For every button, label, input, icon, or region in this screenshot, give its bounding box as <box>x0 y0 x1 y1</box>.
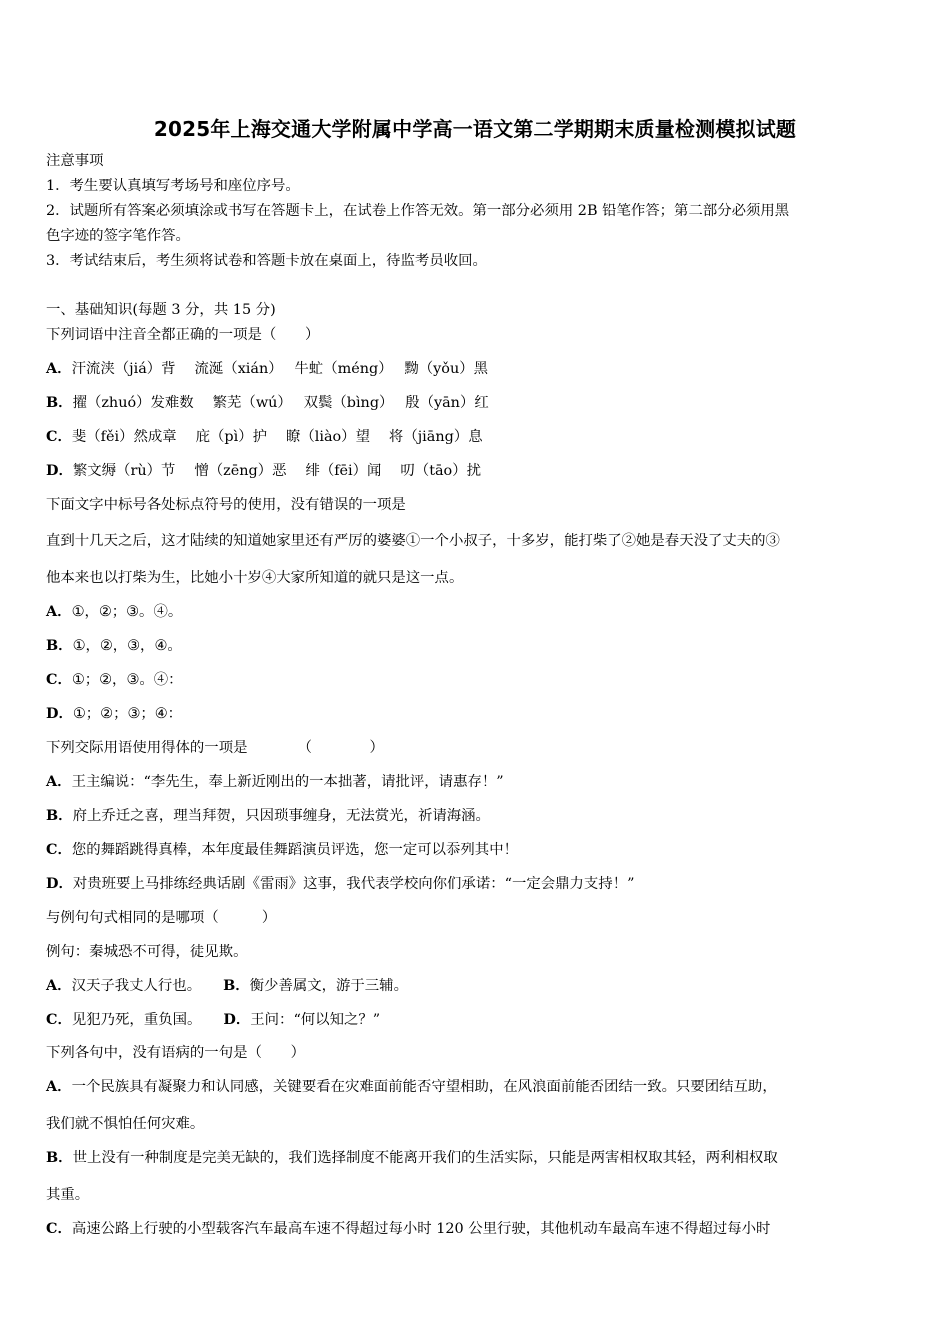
option-text: ①；②；③；④： <box>72 706 183 722</box>
example-sentence: 例句：秦城恐不可得，徒见欺。 <box>46 944 248 960</box>
notice-item: 1．考生要认真填写考场号和座位序号。 <box>46 178 300 194</box>
option-label: D． <box>223 1011 251 1028</box>
option-d <box>46 874 634 894</box>
question-stem: 与例句句式相同的是哪项（ ） <box>46 910 277 926</box>
option-label: D． <box>46 705 73 722</box>
notice-heading: 注意事项 <box>46 153 104 169</box>
option-text: 王主编说：“李先生，奉上新近刚出的一本拙著，请批评，请惠存！” <box>71 774 504 790</box>
section-heading: 一、基础知识(每题 3 分，共 15 分) <box>46 302 276 318</box>
option-a <box>46 602 182 622</box>
option-text: 您的舞蹈跳得真棒，本年度最佳舞蹈演员评选，您一定可以忝列其中！ <box>71 842 518 858</box>
option-b <box>46 806 490 826</box>
stem-text: 下列交际用语使用得体的一项是 <box>46 740 248 756</box>
option-a <box>46 359 488 379</box>
option-text: 一个民族具有凝聚力和认同感，关键要看在灾难面前能否守望相助，在风浪面前能否团结一致。只要团结互助， <box>71 1079 777 1095</box>
option-c <box>46 840 518 860</box>
option-b <box>46 1148 778 1168</box>
question-stem: 下面文字中标号各处标点符号的使用，没有错误的一项是 <box>46 497 406 513</box>
notice-item: 2．试题所有答案必须填涂或书写在答题卡上，在试卷上作答无效。第一部分必须用 2B 铅笔作答；第二部分必须用黑 <box>46 203 790 219</box>
option-text: 见犯乃死，重负国。 <box>71 1012 202 1028</box>
option-c <box>46 427 483 447</box>
option-text: ①，②，③，④。 <box>72 638 182 654</box>
option-label: B． <box>46 807 73 824</box>
question-stem: 下列词语中注音全都正确的一项是（ ） <box>46 327 320 343</box>
option-label: C． <box>46 671 72 688</box>
option-continuation: 其重。 <box>46 1187 90 1203</box>
option-c <box>46 670 183 690</box>
option-row <box>46 1010 380 1030</box>
passage-line: 他本来也以打柴为生，比她小十岁④大家所知道的就只是这一点。 <box>46 570 464 586</box>
option-label: A． <box>46 360 72 377</box>
option-b <box>46 636 182 656</box>
option-label: C． <box>46 1220 72 1237</box>
option-text: 府上乔迁之喜，理当拜贺，只因琐事缠身，无法赏光，祈请海涵。 <box>72 808 490 824</box>
option-label: B． <box>46 394 73 411</box>
option-a <box>46 1077 777 1097</box>
option-text: 汗流浃（jiá）背 流涎（xián） 牛虻（méng） 黝（yǒu）黑 <box>71 361 489 377</box>
option-label: D． <box>46 462 73 479</box>
notice-item: 色字迹的签字笔作答。 <box>46 228 190 244</box>
option-label: C． <box>46 1011 72 1028</box>
option-text: 世上没有一种制度是完美无缺的，我们选择制度不能离开我们的生活实际，只能是两害相权取其轻，两利相权取 <box>72 1150 778 1166</box>
option-text: 衡少善属文，游于三辅。 <box>249 978 408 994</box>
option-text: 繁文缛（rù）节 憎（zēng）恶 绯（fēi）闻 叨（tāo）扰 <box>72 463 481 479</box>
option-text: 对贵班要上马排练经典话剧《雷雨》这事，我代表学校向你们承诺：“一定会鼎力支持！” <box>72 876 635 892</box>
option-text: 高速公路上行驶的小型载客汽车最高车速不得超过每小时 120 公里行驶，其他机动车最高车速不得超过每小时 <box>71 1221 771 1237</box>
option-row <box>46 976 408 996</box>
option-c <box>46 1219 770 1239</box>
question-stem: 下列各句中，没有语病的一句是（ ） <box>46 1045 306 1061</box>
option-label: B． <box>46 1149 73 1166</box>
option-label: A． <box>46 773 72 790</box>
notice-item: 3．考试结束后，考生须将试卷和答题卡放在桌面上，待监考员收回。 <box>46 253 487 269</box>
option-text: 擢（zhuó）发难数 繁芜（wú） 双鬓（bìng） 殷（yān）红 <box>72 395 489 411</box>
stem-paren: （ ） <box>297 740 384 756</box>
option-d <box>46 461 481 481</box>
option-label: D． <box>46 875 73 892</box>
option-label: B． <box>223 977 250 994</box>
option-text: 斐（fěi）然成章 庇（pì）护 瞭（liào）望 将（jiāng）息 <box>71 429 483 445</box>
passage-line: 直到十几天之后，这才陆续的知道她家里还有严厉的婆婆①一个小叔子，十多岁，能打柴了②她是春天没了丈夫的③ <box>46 533 780 549</box>
option-label: C． <box>46 841 72 858</box>
question-stem <box>46 738 384 758</box>
option-a <box>46 772 504 792</box>
option-label: B． <box>46 637 73 654</box>
option-label: A． <box>46 603 72 620</box>
option-label: A． <box>46 1078 72 1095</box>
option-text: ①；②，③。④： <box>71 672 183 688</box>
option-label: A． <box>46 977 72 994</box>
option-label: C． <box>46 428 72 445</box>
option-text: ①，②；③。④。 <box>71 604 183 620</box>
option-b <box>46 393 489 413</box>
option-text: 汉天子我丈人行也。 <box>71 978 202 994</box>
option-text: 王问：“何以知之？” <box>250 1012 381 1028</box>
option-continuation: 我们就不惧怕任何灾难。 <box>46 1116 205 1132</box>
page-title: 2025年上海交通大学附属中学高一语文第二学期期末质量检测模拟试题 <box>153 117 797 141</box>
option-d <box>46 704 182 724</box>
